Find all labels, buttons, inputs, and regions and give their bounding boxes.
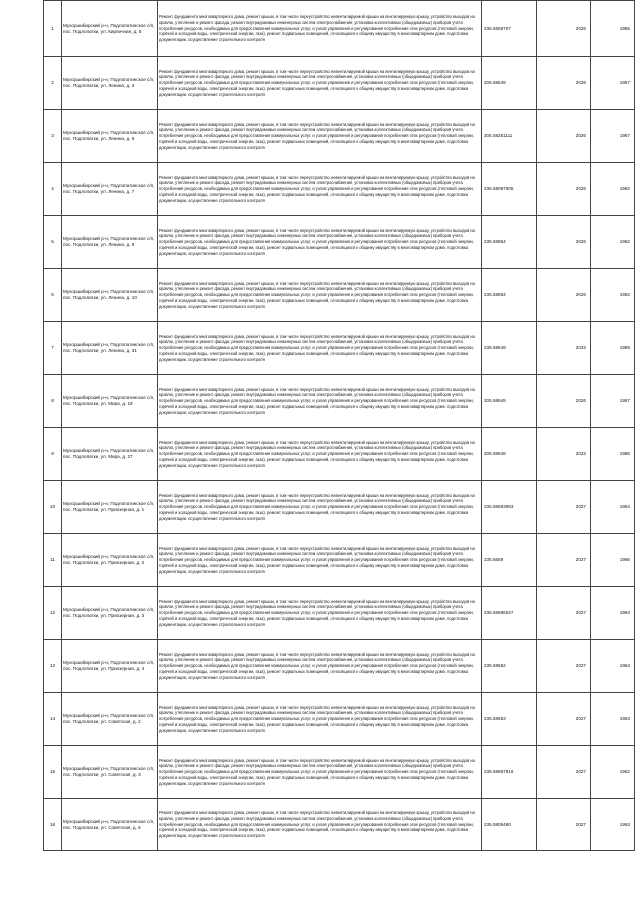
build-year: 1964 bbox=[591, 587, 635, 640]
work-description bbox=[158, 57, 482, 110]
work-text: Ремонт фундамента многоквартирного дома, ремонт крыши, в том числе переустройство невентилируемой крыши на вентилируемую крышу, устройство выходов на кровлю, утепление и ремонт фасада, ремонт внутридомовых инженерных систем электроснабжения, установка коллективных (общедомовых) приборов учета потребления ресурсов, необходимых для предоставления коммунальных услуг, и узлов управления и регулирования потребления этих ресурсов (тепловой энергии, горячей и холодной воды, электрической энергии, газа), ремонт подвальных помещений, относящихся к общему имуществу в многоквартирном доме, подготовка документации, осуществление строительного контроля bbox=[159, 757, 475, 786]
row-number: 3 bbox=[44, 110, 62, 163]
work-text: Ремонт фундамента многоквартирного дома, ремонт крыши, в том числе переустройство невентилируемой крыши на вентилируемую крышу, устройство выходов на кровлю, утепление и ремонт фасада, ремонт внутридомовых инженерных систем электроснабжения, установка коллективных (общедомовых) приборов учета потребления ресурсов, необходимых для предоставления коммунальных услуг, и узлов управления и регулирования потребления этих ресурсов (тепловой энергии, горячей и холодной воды, электрической энергии, газа), ремонт подвальных помещений, относящихся к общему имуществу в многоквартирном доме, подготовка документации, осуществление строительного контроля bbox=[159, 545, 475, 574]
build-year: 1963 bbox=[591, 799, 635, 851]
row-number: 12 bbox=[44, 587, 62, 640]
work-description bbox=[158, 640, 482, 693]
work-text: Ремонт фундамента многоквартирного дома, ремонт крыши, в том числе переустройство невентилируемой крыши на вентилируемую крышу, устройство выходов на кровлю, утепление и ремонт фасада, ремонт внутридомовых инженерных систем электроснабжения, установка коллективных (общедомовых) приборов учета потребления ресурсов, необходимых для предоставления коммунальных услуг, и узлов управления и регулирования потребления этих ресурсов (тепловой энергии, горячей и холодной воды, электрической энергии, газа), ремонт подвальных помещений, относящихся к общему имуществу в многоквартирном доме, подготовка документации, осуществление строительного контроля bbox=[159, 598, 475, 627]
planned-year: 2027 bbox=[537, 587, 591, 640]
planned-year: 2027 bbox=[537, 799, 591, 851]
work-text: Ремонт фундамента многоквартирного дома, ремонт крыши, в том числе переустройство невентилируемой крыши на вентилируемую крышу, устройство выходов на кровлю, утепление и ремонт фасада, ремонт внутридомовых инженерных систем электроснабжения, установка коллективных (общедомовых) приборов учета потребления ресурсов, необходимых для предоставления коммунальных услуг, и узлов управления и регулирования потребления этих ресурсов (тепловой энергии, горячей и холодной воды, электрической энергии, газа), ремонт подвальных помещений, относящихся к общему имуществу в многоквартирном доме, подготовка документации, осуществление строительного контроля bbox=[159, 439, 475, 468]
work-description bbox=[158, 1, 482, 57]
house-address: Мухоршибирский р-н, Подлопатинское с/п, пос. Подлопатки, ул. Ленина, д. 9 bbox=[62, 216, 158, 269]
house-address: Мухоршибирский р-н, Подлопатинское с/п, пос. Подлопатки, ул. Кирпичная, д. 8 bbox=[62, 1, 158, 57]
table-row bbox=[44, 587, 635, 640]
build-year: 1962 bbox=[591, 269, 635, 322]
planned-year: 2027 bbox=[537, 746, 591, 799]
row-number: 8 bbox=[44, 375, 62, 428]
cost-value: 235.58087605 bbox=[482, 163, 537, 216]
work-description bbox=[158, 481, 482, 534]
planned-year: 2026 bbox=[537, 57, 591, 110]
house-address: Мухоршибирский р-н, Подлопатинское с/п, пос. Подлопатки, ул. Ленина, д. 10 bbox=[62, 269, 158, 322]
planned-year: 2027 bbox=[537, 640, 591, 693]
table-row bbox=[44, 269, 635, 322]
table-row bbox=[44, 640, 635, 693]
house-address: Мухоршибирский р-н, Подлопатинское с/п, пос. Подлопатки, ул. Ленина, д. 31 bbox=[62, 322, 158, 375]
work-text: Ремонт фундамента многоквартирного дома, ремонт крыши, в том числе переустройство невентилируемой крыши на вентилируемую крышу, устройство выходов на кровлю, утепление и ремонт фасада, ремонт внутридомовых инженерных систем электроснабжения, установка коллективных (общедомовых) приборов учета потребления ресурсов, необходимых для предоставления коммунальных услуг, и узлов управления и регулирования потребления этих ресурсов (тепловой энергии, горячей и холодной воды, электрической энергии, газа), ремонт подвальных помещений, относящихся к общему имуществу в многоквартирном доме, подготовка документации, осуществление строительного контроля bbox=[159, 333, 475, 362]
row-number: 6 bbox=[44, 269, 62, 322]
work-text: Ремонт фундамента многоквартирного дома, ремонт крыши, в том числе переустройство невентилируемой крыши на вентилируемую крышу, устройство выходов на кровлю, утепление и ремонт фасада, ремонт внутридомовых инженерных систем электроснабжения, установка коллективных (общедомовых) приборов учета потребления ресурсов, необходимых для предоставления коммунальных услуг, и узлов управления и регулирования потребления этих ресурсов (тепловой энергии, горячей и холодной воды, электрической энергии, газа), ремонт подвальных помещений, относящихся к общему имуществу в многоквартирном доме, подготовка документации, осуществление строительного контроля bbox=[159, 227, 475, 256]
table-row bbox=[44, 322, 635, 375]
work-description bbox=[158, 587, 482, 640]
work-description bbox=[158, 746, 482, 799]
table-row bbox=[44, 428, 635, 481]
row-number: 15 bbox=[44, 746, 62, 799]
table-row bbox=[44, 534, 635, 587]
build-year: 1962 bbox=[591, 746, 635, 799]
planned-year: 2026 bbox=[537, 163, 591, 216]
row-number: 5 bbox=[44, 216, 62, 269]
build-year: 1966 bbox=[591, 534, 635, 587]
build-year: 1967 bbox=[591, 57, 635, 110]
work-description bbox=[158, 799, 482, 851]
work-text: Ремонт фундамента многоквартирного дома, ремонт крыши, в том числе переустройство невентилируемой крыши на вентилируемую крышу, устройство выходов на кровлю, утепление и ремонт фасада, ремонт внутридомовых инженерных систем электроснабжения, установка коллективных (общедомовых) приборов учета потребления ресурсов, необходимых для предоставления коммунальных услуг, и узлов управления и регулирования потребления этих ресурсов (тепловой энергии, горячей и холодной воды, электрической энергии, газа), ремонт подвальных помещений, относящихся к общему имуществу в многоквартирном доме, подготовка документации, осуществление строительного контроля bbox=[159, 280, 475, 309]
cost-value: 235.58649 bbox=[482, 322, 537, 375]
work-description bbox=[158, 269, 482, 322]
cost-value: 235.56686047 bbox=[482, 587, 537, 640]
table-row bbox=[44, 163, 635, 216]
work-text: Ремонт фундамента многоквартирного дома, ремонт крыши, в том числе переустройство невентилируемой крыши на вентилируемую крышу, устройство выходов на кровлю, утепление и ремонт фасада, ремонт внутридомовых инженерных систем электроснабжения, установка коллективных (общедомовых) приборов учета потребления ресурсов, необходимых для предоставления коммунальных услуг, и узлов управления и регулирования потребления этих ресурсов (тепловой энергии, горячей и холодной воды, электрической энергии, газа), ремонт подвальных помещений, относящихся к общему имуществу в многоквартирном доме, подготовка документации, осуществление строительного контроля bbox=[159, 651, 475, 680]
row-number: 9 bbox=[44, 428, 62, 481]
capital-repair-table bbox=[43, 0, 635, 851]
planned-year: 2026 bbox=[537, 269, 591, 322]
work-description bbox=[158, 534, 482, 587]
cost-value: 235.58687916 bbox=[482, 746, 537, 799]
build-year: 1967 bbox=[591, 375, 635, 428]
row-number: 4 bbox=[44, 163, 62, 216]
work-description bbox=[158, 216, 482, 269]
cost-value: 235.56693983 bbox=[482, 481, 537, 534]
house-address: Мухоршибирский р-н, Подлопатинское с/п, пос. Подлопатки, ул. Ленина, д. 6 bbox=[62, 110, 158, 163]
planned-year: 2027 bbox=[537, 693, 591, 746]
work-text: Ремонт фундамента многоквартирного дома, ремонт крыши, в том числе переустройство невентилируемой крыши на вентилируемую крышу, устройство выходов на кровлю, утепление и ремонт фасада, ремонт внутридомовых инженерных систем электроснабжения, установка коллективных (общедомовых) приборов учета потребления ресурсов, необходимых для предоставления коммунальных услуг, и узлов управления и регулирования потребления этих ресурсов (тепловой энергии, горячей и холодной воды, электрической энергии, газа), ремонт подвальных помещений, относящихся к общему имуществу в многоквартирном доме, подготовка документации, осуществление строительного контроля bbox=[159, 386, 475, 415]
table-row bbox=[44, 746, 635, 799]
house-address: Мухоршибирский р-н, Подлопатинское с/п, пос. Подлопатки, ул. Ленина, д. 4 bbox=[62, 57, 158, 110]
cost-value: 235.5658707 bbox=[482, 1, 537, 57]
cost-value: 205.58648 bbox=[482, 428, 537, 481]
work-text: Ремонт фундамента многоквартирного дома, ремонт крыши, в том числе переустройство невентилируемой крыши на вентилируемую крышу, устройство выходов на кровлю, утепление и ремонт фасада, ремонт внутридомовых инженерных систем электроснабжения, установка коллективных (общедомовых) приборов учета потребления ресурсов, необходимых для предоставления коммунальных услуг, и узлов управления и регулирования потребления этих ресурсов (тепловой энергии, горячей и холодной воды, электрической энергии, газа), ремонт подвальных помещений, относящихся к общему имуществу в многоквартирном доме, подготовка документации, осуществление строительного контроля bbox=[159, 704, 475, 733]
table-row bbox=[44, 375, 635, 428]
row-number: 1 bbox=[44, 1, 62, 57]
work-description bbox=[158, 163, 482, 216]
planned-year: 2026 bbox=[537, 375, 591, 428]
build-year: 1962 bbox=[591, 216, 635, 269]
house-address: Мухоршибирский р-н, Подлопатинское с/п, пос. Подлопатки, ул. Ленина, д. 7 bbox=[62, 163, 158, 216]
cost-value: 235.56854 bbox=[482, 216, 537, 269]
cost-value: 205.58649 bbox=[482, 57, 537, 110]
document-page bbox=[43, 0, 630, 851]
work-text: Ремонт фундамента многоквартирного дома, ремонт крыши, в том числе переустройство невентилируемой крыши на вентилируемую крышу, устройство выходов на кровлю, утепление и ремонт фасада, ремонт внутридомовых инженерных систем электроснабжения, установка коллективных (общедомовых) приборов учета потребления ресурсов, необходимых для предоставления коммунальных услуг, и узлов управления и регулирования потребления этих ресурсов (тепловой энергии, горячей и холодной воды, электрической энергии, газа), ремонт подвальных помещений, относящихся к общему имуществу в многоквартирном доме, подготовка документации, осуществление строительного контроля bbox=[159, 810, 475, 839]
row-number: 10 bbox=[44, 481, 62, 534]
work-text: Ремонт фундамента многоквартирного дома, ремонт крыши, в том числе переустройство невентилируемой крыши на вентилируемую крышу, устройство выходов на кровлю, утепление и ремонт фасада, ремонт внутридомовых инженерных систем электроснабжения, установка коллективных (общедомовых) приборов учета потребления ресурсов, необходимых для предоставления коммунальных услуг, и узлов управления и регулирования потребления этих ресурсов (тепловой энергии, горячей и холодной воды, электрической энергии, газа), ремонт подвальных помещений, относящихся к общему имуществу в многоквартирном доме, подготовка документации, осуществление строительного контроля bbox=[159, 14, 475, 43]
house-address: Мухоршибирский р-н, Подлопатинское с/п, пос. Подлопатки, ул. Советская, д. 2 bbox=[62, 693, 158, 746]
planned-year: 2026 bbox=[537, 1, 591, 57]
row-number: 2 bbox=[44, 57, 62, 110]
table-row bbox=[44, 799, 635, 851]
house-address: Мухоршибирский р-н, Подлопатинское с/п, пос. Подлопатки, ул. Приозерная, д. 1 bbox=[62, 481, 158, 534]
row-number: 11 bbox=[44, 534, 62, 587]
table-row bbox=[44, 481, 635, 534]
build-year: 1964 bbox=[591, 481, 635, 534]
row-number: 14 bbox=[44, 693, 62, 746]
cost-value: 235.58864 bbox=[482, 269, 537, 322]
work-description bbox=[158, 375, 482, 428]
build-year: 1967 bbox=[591, 110, 635, 163]
cost-value: 235.58653 bbox=[482, 693, 537, 746]
planned-year: 2026 bbox=[537, 110, 591, 163]
work-text: Ремонт фундамента многоквартирного дома, ремонт крыши, в том числе переустройство невентилируемой крыши на вентилируемую крышу, устройство выходов на кровлю, утепление и ремонт фасада, ремонт внутридомовых инженерных систем электроснабжения, установка коллективных (общедомовых) приборов учета потребления ресурсов, необходимых для предоставления коммунальных услуг, и узлов управления и регулирования потребления этих ресурсов (тепловой энергии, горячей и холодной воды, электрической энергии, газа), ремонт подвальных помещений, относящихся к общему имуществу в многоквартирном доме, подготовка документации, осуществление строительного контроля bbox=[159, 492, 475, 521]
house-address: Мухоршибирский р-н, Подлопатинское с/п, пос. Подлопатки, ул. Советская, д. 6 bbox=[62, 799, 158, 851]
house-address: Мухоршибирский р-н, Подлопатинское с/п, пос. Подлопатки, ул. Приозерная, д. 3 bbox=[62, 587, 158, 640]
row-number: 13 bbox=[44, 640, 62, 693]
table-row bbox=[44, 693, 635, 746]
build-year: 1962 bbox=[591, 163, 635, 216]
cost-value: 205.58261111 bbox=[482, 110, 537, 163]
cost-value: 235.5809460 bbox=[482, 799, 537, 851]
house-address: Мухоршибирский р-н, Подлопатинское с/п, пос. Подлопатки, ул. Мира, д. 27 bbox=[62, 428, 158, 481]
planned-year: 2027 bbox=[537, 481, 591, 534]
work-description bbox=[158, 693, 482, 746]
work-description bbox=[158, 322, 482, 375]
row-number: 7 bbox=[44, 322, 62, 375]
planned-year: 2027 bbox=[537, 534, 591, 587]
build-year: 1989 bbox=[591, 322, 635, 375]
cost-value: 235.5659 bbox=[482, 534, 537, 587]
table-row bbox=[44, 1, 635, 57]
work-description bbox=[158, 110, 482, 163]
table-body bbox=[44, 1, 635, 851]
house-address: Мухоршибирский р-н, Подлопатинское с/п, пос. Подлопатки, ул. Советская, д. 3 bbox=[62, 746, 158, 799]
work-text: Ремонт фундамента многоквартирного дома, ремонт крыши, в том числе переустройство невентилируемой крыши на вентилируемую крышу, устройство выходов на кровлю, утепление и ремонт фасада, ремонт внутридомовых инженерных систем электроснабжения, установка коллективных (общедомовых) приборов учета потребления ресурсов, необходимых для предоставления коммунальных услуг, и узлов управления и регулирования потребления этих ресурсов (тепловой энергии, горячей и холодной воды, электрической энергии, газа), ремонт подвальных помещений, относящихся к общему имуществу в многоквартирном доме, подготовка документации, осуществление строительного контроля bbox=[159, 68, 475, 97]
build-year: 1963 bbox=[591, 693, 635, 746]
planned-year: 2032 bbox=[537, 428, 591, 481]
planned-year: 2032 bbox=[537, 322, 591, 375]
cost-value: 235.58652 bbox=[482, 640, 537, 693]
house-address: Мухоршибирский р-н, Подлопатинское с/п, пос. Подлопатки, ул. Приозерная, д. 4 bbox=[62, 640, 158, 693]
build-year: 1986 bbox=[591, 428, 635, 481]
house-address: Мухоршибирский р-н, Подлопатинское с/п, пос. Подлопатки, ул. Мира, д. 19 bbox=[62, 375, 158, 428]
work-description bbox=[158, 428, 482, 481]
planned-year: 2026 bbox=[537, 216, 591, 269]
build-year: 1964 bbox=[591, 640, 635, 693]
table-row bbox=[44, 110, 635, 163]
cost-value: 205.58649 bbox=[482, 375, 537, 428]
build-year: 1985 bbox=[591, 1, 635, 57]
work-text: Ремонт фундамента многоквартирного дома, ремонт крыши, в том числе переустройство невентилируемой крыши на вентилируемую крышу, устройство выходов на кровлю, утепление и ремонт фасада, ремонт внутридомовых инженерных систем электроснабжения, установка коллективных (общедомовых) приборов учета потребления ресурсов, необходимых для предоставления коммунальных услуг, и узлов управления и регулирования потребления этих ресурсов (тепловой энергии, горячей и холодной воды, электрической энергии, газа), ремонт подвальных помещений, относящихся к общему имуществу в многоквартирном доме, подготовка документации, осуществление строительного контроля bbox=[159, 174, 475, 203]
row-number: 16 bbox=[44, 799, 62, 851]
table-row bbox=[44, 216, 635, 269]
house-address: Мухоршибирский р-н, Подлопатинское с/п, пос. Подлопатки, ул. Приозерная, д. 2 bbox=[62, 534, 158, 587]
table-row bbox=[44, 57, 635, 110]
work-text: Ремонт фундамента многоквартирного дома, ремонт крыши, в том числе переустройство невентилируемой крыши на вентилируемую крышу, устройство выходов на кровлю, утепление и ремонт фасада, ремонт внутридомовых инженерных систем электроснабжения, установка коллективных (общедомовых) приборов учета потребления ресурсов, необходимых для предоставления коммунальных услуг, и узлов управления и регулирования потребления этих ресурсов (тепловой энергии, горячей и холодной воды, электрической энергии, газа), ремонт подвальных помещений, относящихся к общему имуществу в многоквартирном доме, подготовка документации, осуществление строительного контроля bbox=[159, 121, 475, 150]
